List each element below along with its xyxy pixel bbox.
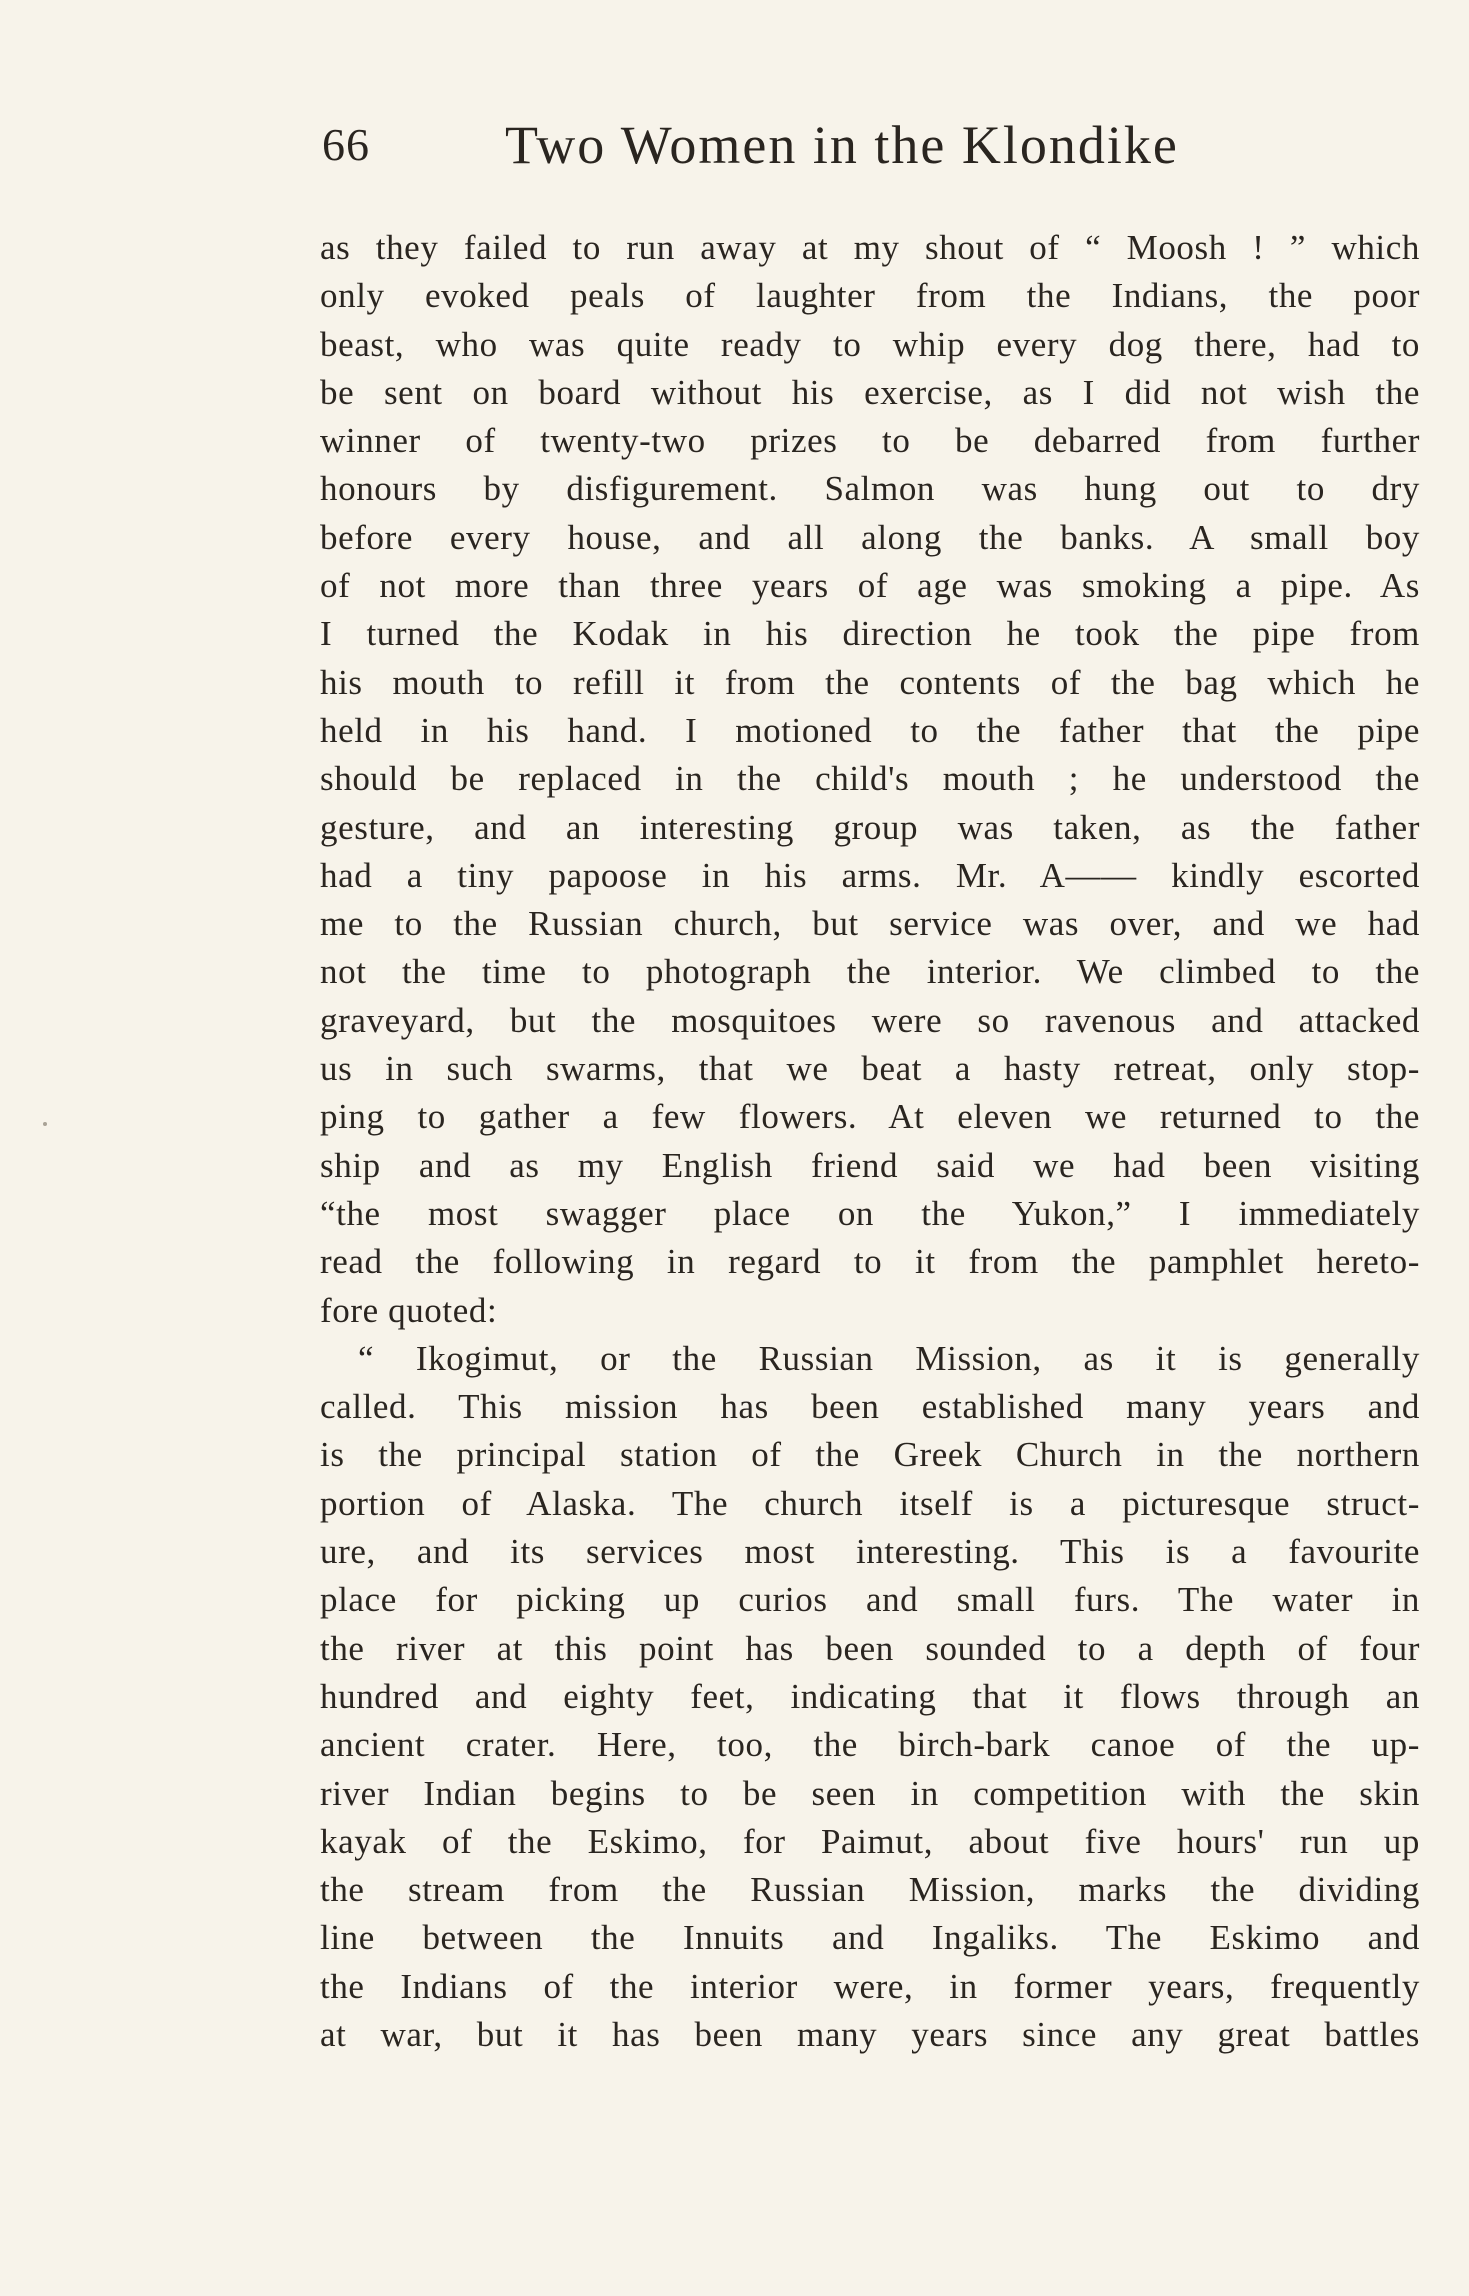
- text-line: read the following in regard to it from the pamphlet hereto-: [320, 1242, 1420, 1282]
- text-line: river Indian begins to be seen in competition with the skin: [320, 1773, 1420, 1813]
- text-line: beast, who was quite ready to whip every dog there, had to: [320, 324, 1420, 364]
- text-line: be sent on board without his exercise, as I did not wish the: [320, 372, 1420, 412]
- text-line: ancient crater. Here, too, the birch-bark canoe of the up-: [320, 1725, 1420, 1765]
- text-line: place for picking up curios and small furs. The water in: [320, 1580, 1420, 1620]
- text-line: not the time to photograph the interior. We climbed to the: [320, 952, 1420, 992]
- text-line: ure, and its services most interesting. This is a favourite: [320, 1532, 1420, 1572]
- text-line: us in such swarms, that we beat a hasty retreat, only stop-: [320, 1049, 1420, 1089]
- text-line: held in his hand. I motioned to the father that the pipe: [320, 710, 1420, 750]
- text-line: me to the Russian church, but service was over, and we had: [320, 904, 1420, 944]
- text-line: had a tiny papoose in his arms. Mr. A—— kindly escorted: [320, 855, 1420, 895]
- text-line: kayak of the Eskimo, for Paimut, about five hours' run up: [320, 1821, 1420, 1861]
- text-line: “ Ikogimut, or the Russian Mission, as it is generally: [358, 1338, 1420, 1378]
- text-line: only evoked peals of laughter from the Indians, the poor: [320, 276, 1420, 316]
- text-line: honours by disfigurement. Salmon was hung out to dry: [320, 469, 1420, 509]
- text-line: graveyard, but the mosquitoes were so ravenous and attacked: [320, 1000, 1420, 1040]
- page-number: 66: [322, 119, 370, 170]
- text-line: gesture, and an interesting group was taken, as the father: [320, 807, 1420, 847]
- text-line: I turned the Kodak in his direction he took the pipe from: [320, 614, 1420, 654]
- text-line: is the principal station of the Greek Church in the northern: [320, 1435, 1420, 1475]
- text-line: line between the Innuits and Ingaliks. The Eskimo and: [320, 1918, 1420, 1958]
- body-text: [320, 224, 1420, 2059]
- text-line: before every house, and all along the banks. A small boy: [320, 517, 1420, 557]
- text-line: the stream from the Russian Mission, marks the dividing: [320, 1870, 1420, 1910]
- text-line: of not more than three years of age was smoking a pipe. As: [320, 566, 1420, 606]
- text-line: called. This mission has been established many years and: [320, 1387, 1420, 1427]
- text-line: at war, but it has been many years since any great battles: [320, 2014, 1420, 2054]
- text-line: ping to gather a few flowers. At eleven we returned to the: [320, 1097, 1420, 1137]
- text-line: the river at this point has been sounded to a depth of four: [320, 1628, 1420, 1668]
- text-line: as they failed to run away at my shout of “ Moosh ! ” which: [320, 228, 1420, 267]
- text-line: ship and as my English friend said we had been visiting: [320, 1145, 1420, 1185]
- text-line: portion of Alaska. The church itself is a picturesque struct-: [320, 1483, 1420, 1523]
- running-title: Two Women in the Klondike: [505, 115, 1179, 175]
- page-header: [322, 110, 1252, 180]
- text-line: fore quoted:: [320, 1290, 498, 1330]
- text-line: the Indians of the interior were, in former years, frequently: [320, 1966, 1420, 2006]
- text-line: his mouth to refill it from the contents of the bag which he: [320, 662, 1420, 702]
- text-line: should be replaced in the child's mouth ; he understood the: [320, 759, 1420, 799]
- text-line: winner of twenty-two prizes to be debarred from further: [320, 421, 1420, 461]
- text-line: “the most swagger place on the Yukon,” I immediately: [320, 1193, 1420, 1233]
- margin-speck: [43, 1122, 47, 1126]
- text-line: hundred and eighty feet, indicating that it flows through an: [320, 1676, 1420, 1716]
